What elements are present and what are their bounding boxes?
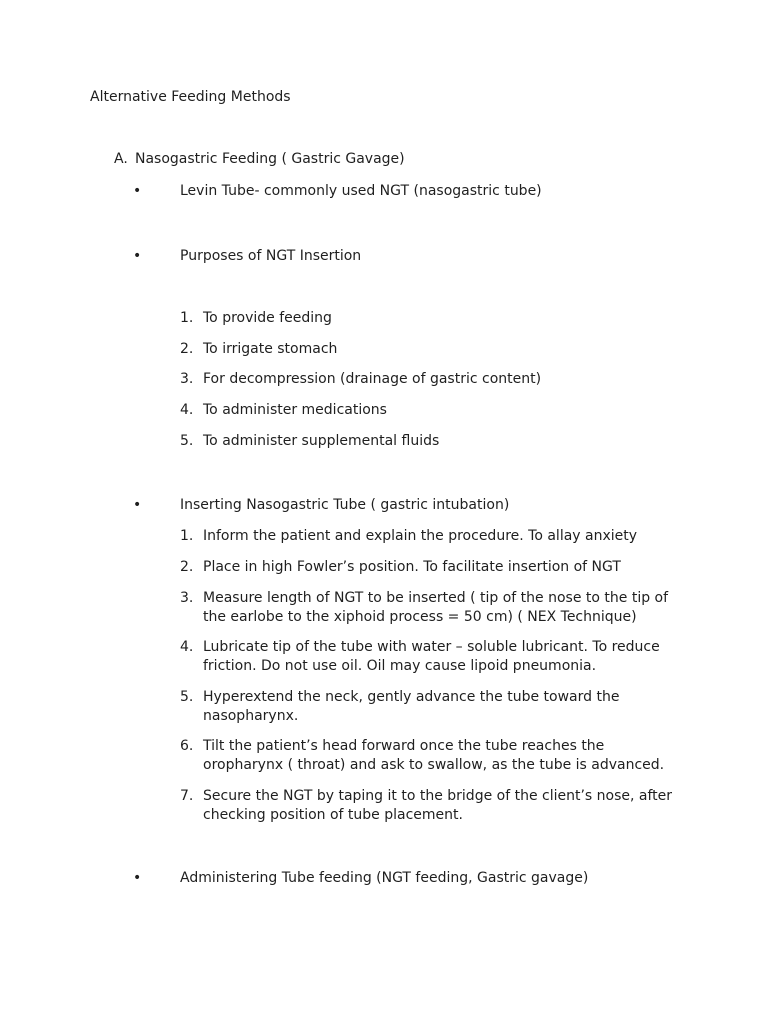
step-number: 6. (180, 738, 194, 754)
list-item: For decompression (drainage of gastric content) (203, 371, 542, 387)
step-item: Place in high Fowler’s position. To facilitate insertion of NGT (203, 559, 621, 575)
section-letter: A. (114, 151, 128, 167)
list-item-number: 1. (180, 310, 194, 326)
step-number: 4. (180, 639, 194, 655)
step-number: 1. (180, 528, 194, 544)
bullet-administering-tube-feeding: Administering Tube feeding (NGT feeding, Gastric gavage) (180, 870, 589, 886)
bullet-symbol: • (133, 497, 142, 513)
step-item: Inform the patient and explain the procedure. To allay anxiety (203, 528, 638, 544)
bullet-inserting-ngt: Inserting Nasogastric Tube ( gastric intubation) (180, 497, 510, 513)
list-item: To provide feeding (203, 310, 332, 326)
section-heading: Nasogastric Feeding ( Gastric Gavage) (135, 151, 405, 167)
list-item: To irrigate stomach (203, 341, 338, 357)
step-item: Tilt the patient’s head forward once the tube reaches the (203, 738, 605, 754)
bullet-purposes: Purposes of NGT Insertion (180, 248, 362, 264)
step-number: 5. (180, 689, 194, 705)
list-item-number: 5. (180, 433, 194, 449)
step-item: Hyperextend the neck, gently advance the tube toward the (203, 689, 620, 705)
list-item-number: 3. (180, 371, 194, 387)
list-item: To administer medications (203, 402, 387, 418)
bullet-levin-tube: Levin Tube- commonly used NGT (nasogastric tube) (180, 183, 542, 199)
step-item-continuation: checking position of tube placement. (203, 807, 463, 823)
bullet-symbol: • (133, 248, 142, 264)
list-item: To administer supplemental fluids (203, 433, 440, 449)
list-item-number: 4. (180, 402, 194, 418)
step-item-continuation: the earlobe to the xiphoid process = 50 cm) ( NEX Technique) (203, 609, 637, 625)
list-item-number: 2. (180, 341, 194, 357)
step-item-continuation: friction. Do not use oil. Oil may cause lipoid pneumonia. (203, 658, 597, 674)
step-number: 2. (180, 559, 194, 575)
bullet-symbol: • (133, 183, 142, 199)
step-item: Secure the NGT by taping it to the bridge of the client’s nose, after (203, 788, 673, 804)
step-item-continuation: nasopharynx. (203, 708, 299, 724)
bullet-symbol: • (133, 870, 142, 886)
step-number: 7. (180, 788, 194, 804)
step-item-continuation: oropharynx ( throat) and ask to swallow, as the tube is advanced. (203, 757, 665, 773)
step-item: Lubricate tip of the tube with water – soluble lubricant. To reduce (203, 639, 660, 655)
step-item: Measure length of NGT to be inserted ( tip of the nose to the tip of (203, 590, 669, 606)
page-title: Alternative Feeding Methods (90, 89, 291, 105)
step-number: 3. (180, 590, 194, 606)
